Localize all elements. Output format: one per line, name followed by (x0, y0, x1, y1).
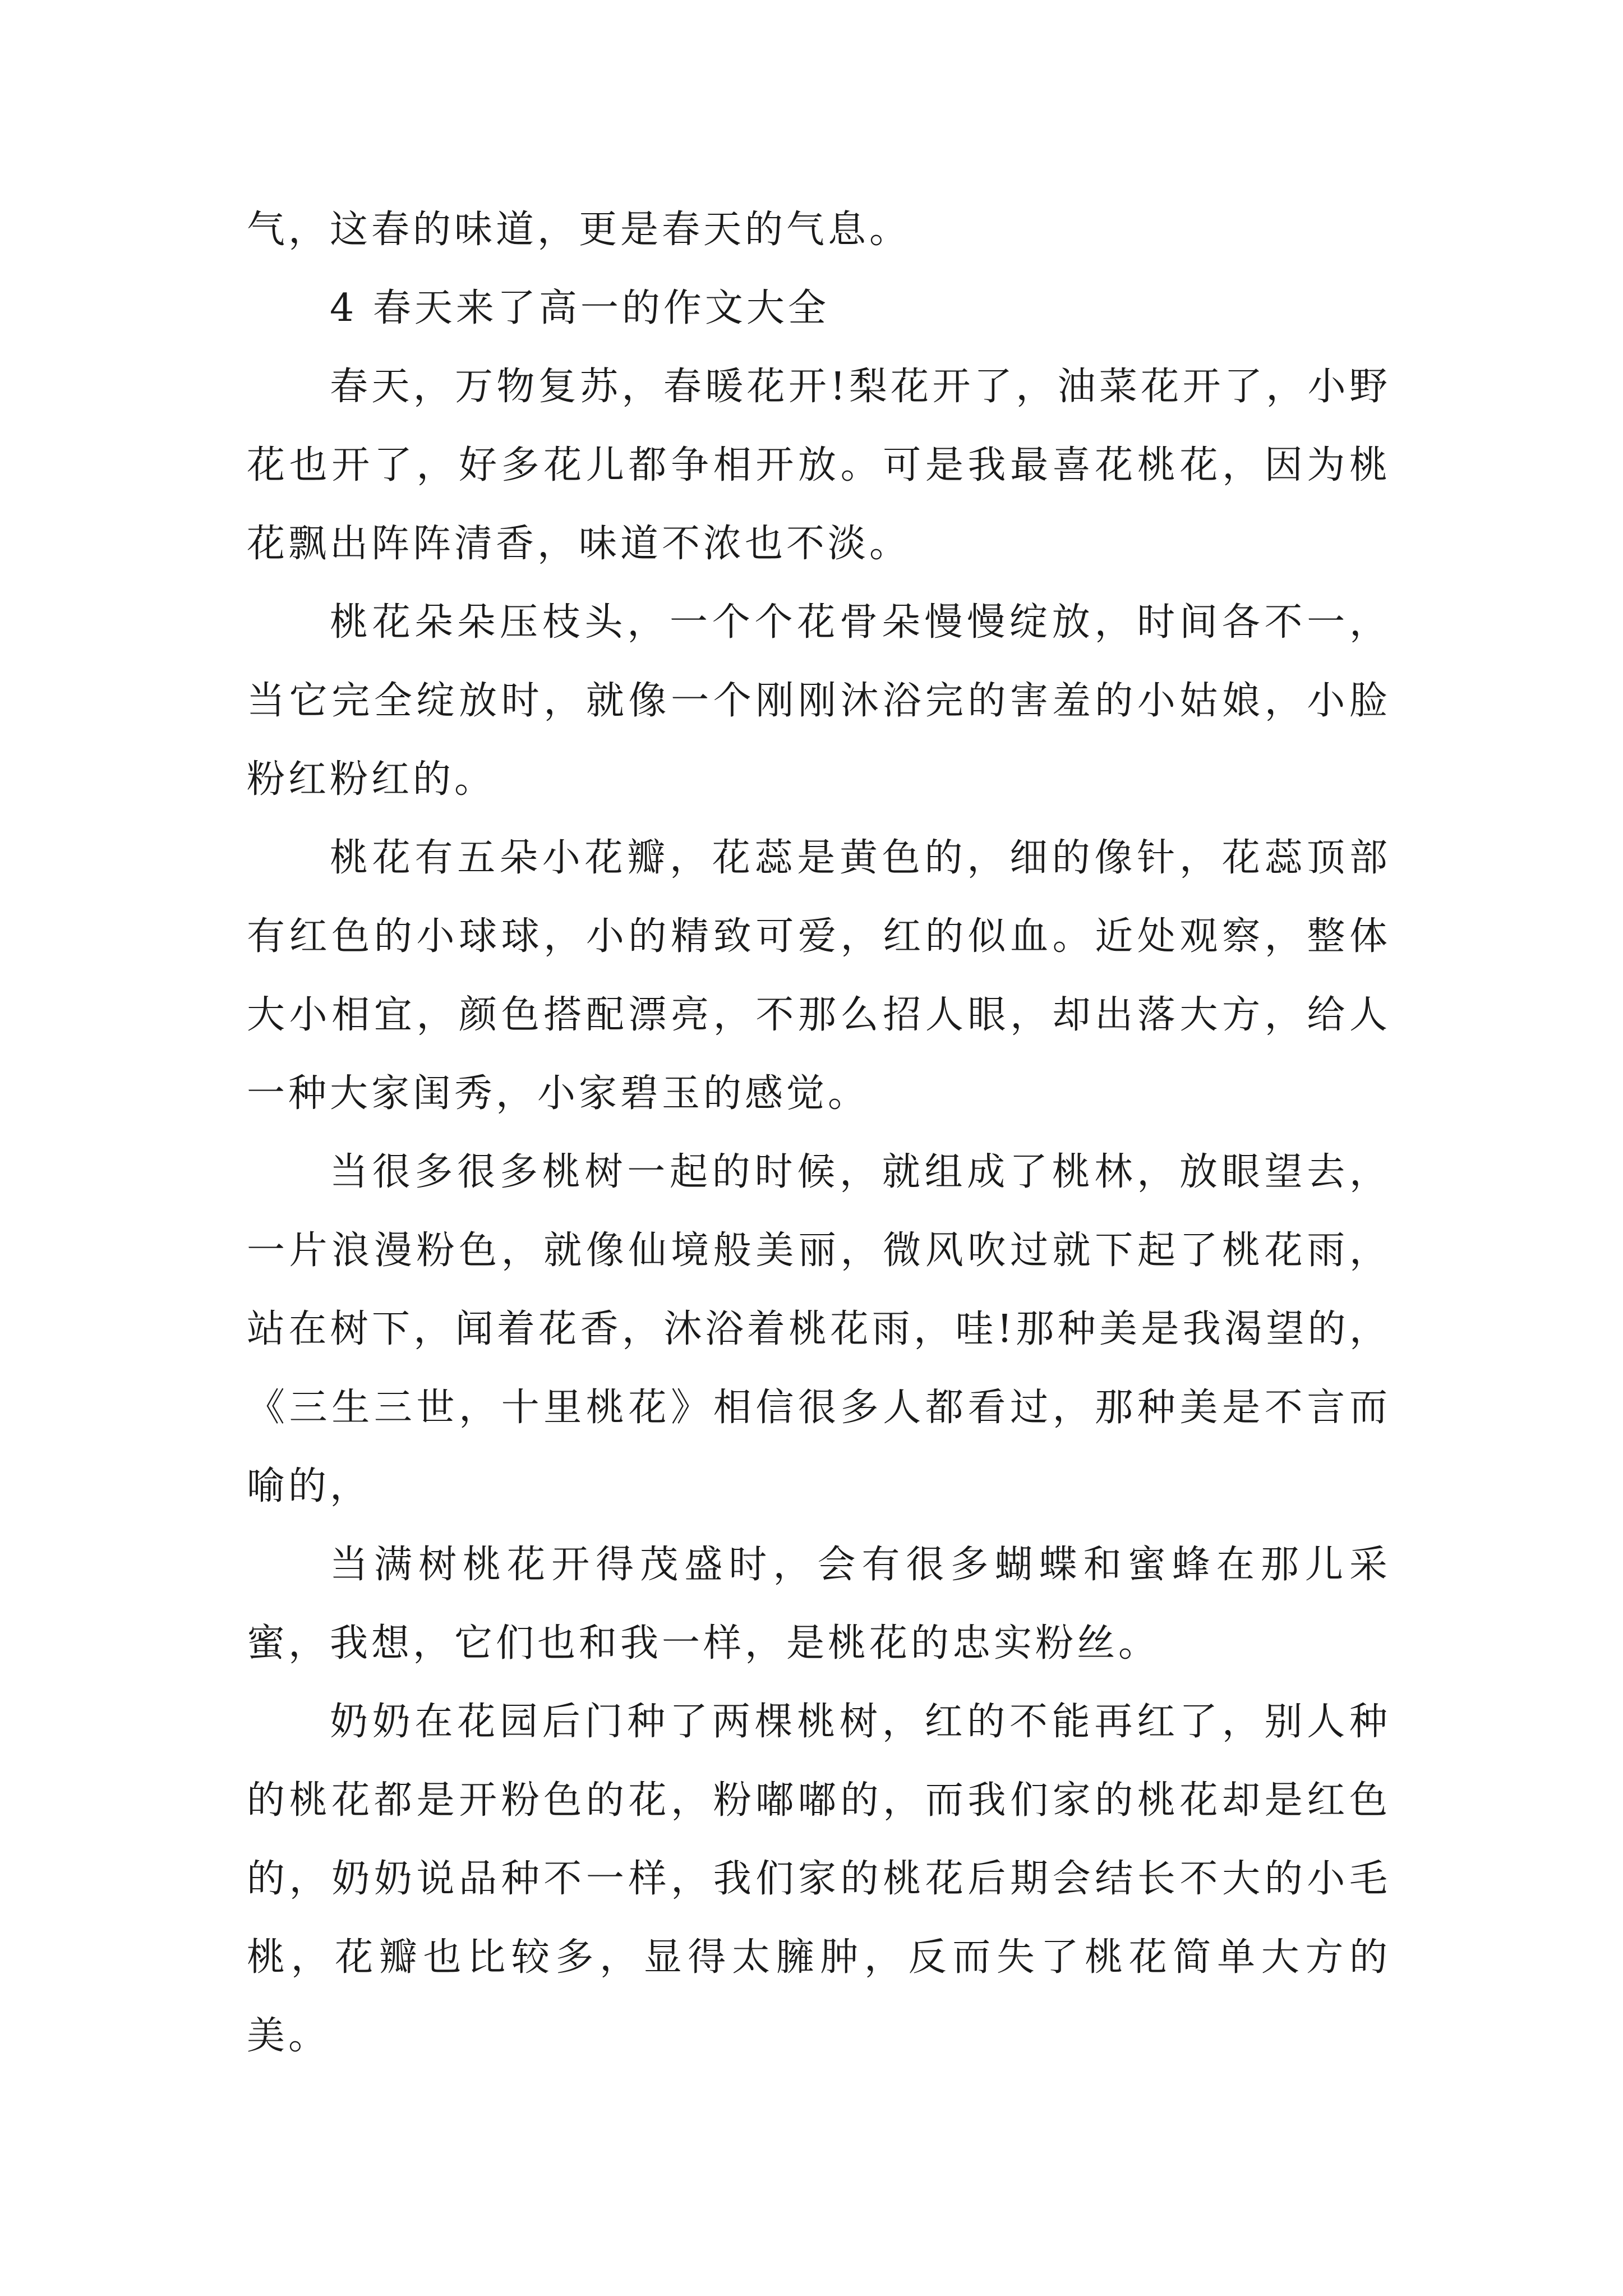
body-paragraph-4: 当很多很多桃树一起的时候，就组成了桃林，放眼望去，一片浪漫粉色，就像仙境般美丽，微风吹过就下起了桃花雨，站在树下，闻着花香，沐浴着桃花雨，哇!那种美是我渴望的，《三生三世，十里桃花》相信很多人都看过，那种美是不言而喻的， (247, 1150, 1391, 1508)
body-paragraph-3: 桃花有五朵小花瓣，花蕊是黄色的，细的像针，花蕊顶部有红色的小球球，小的精致可爱，红的似血。近处观察，整体大小相宜，颜色搭配漂亮，不那么招人眼，却出落大方，给人一种大家闺秀，小家碧玉的感觉。 (247, 836, 1391, 1116)
body-paragraph-2: 桃花朵朵压枝头，一个个花骨朵慢慢绽放，时间各不一，当它完全绽放时，就像一个刚刚沐浴完的害羞的小姑娘，小脸粉红粉红的。 (247, 600, 1391, 802)
document-body (247, 191, 1391, 2076)
section-heading: 4 春天来了高一的作文大全 (330, 286, 829, 330)
body-paragraph-1: 春天，万物复苏，春暖花开!梨花开了，油菜花开了，小野花也开了，好多花儿都争相开放。可是我最喜花桃花，因为桃花飘出阵阵清香，味道不浓也不淡。 (247, 365, 1391, 566)
body-paragraph-6: 奶奶在花园后门种了两棵桃树，红的不能再红了，别人种的桃花都是开粉色的花，粉嘟嘟的，而我们家的桃花却是红色的，奶奶说品种不一样，我们家的桃花后期会结长不大的小毛桃，花瓣也比较多，显得太臃肿，反而失了桃花简单大方的美。 (247, 1700, 1391, 2058)
body-paragraph-5: 当满树桃花开得茂盛时，会有很多蝴蝶和蜜蜂在那儿采蜜，我想，它们也和我一样，是桃花的忠实粉丝。 (247, 1543, 1391, 1665)
continuation-paragraph: 气，这春的味道，更是春天的气息。 (247, 208, 911, 252)
